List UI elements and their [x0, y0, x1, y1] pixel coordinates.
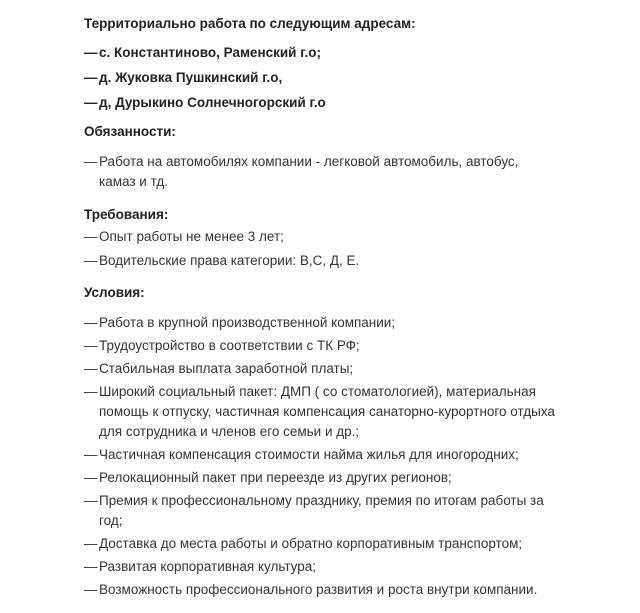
list-item-text: Возможность профессионального развития и роста внутри компании. — [99, 582, 538, 597]
addresses-list — [84, 43, 556, 113]
list-item-text: Премия к профессиональному празднику, премия по итогам работы за год; — [99, 493, 544, 528]
dash-bullet: — — [84, 582, 98, 597]
list-item-text: Работа в крупной производственной компании; — [99, 315, 396, 330]
list-item-text: Работа на автомобилях компании - легковой автомобиль, автобус, камаз и тд. — [99, 154, 519, 189]
list-item — [84, 336, 556, 356]
list-item-text: д, Дурыкино Солнечногорский г.о — [99, 95, 326, 110]
dash-bullet: — — [84, 470, 98, 485]
dash-bullet: — — [84, 45, 98, 60]
list-item — [84, 580, 556, 600]
list-item-text: Релокационный пакет при переезде из других регионов; — [99, 470, 452, 485]
list-item-text: Водительские права категории: В,С, Д, Е. — [99, 253, 360, 268]
dash-bullet: — — [84, 384, 98, 399]
list-item — [84, 382, 556, 442]
list-item-text: Доставка до места работы и обратно корпоративным транспортом; — [99, 536, 523, 551]
dash-bullet: — — [84, 559, 98, 574]
dash-bullet: — — [84, 315, 98, 330]
list-item — [84, 251, 556, 271]
list-item — [84, 534, 556, 554]
list-item-text: Стабильная выплата заработной платы; — [99, 361, 354, 376]
dash-bullet: — — [84, 95, 98, 110]
conditions-list — [84, 313, 556, 600]
dash-bullet: — — [84, 70, 98, 85]
list-item-text: д. Жуковка Пушкинский г.о, — [99, 70, 283, 85]
dash-bullet: — — [84, 361, 98, 376]
duties-heading: Обязанности: — [84, 124, 176, 139]
dash-bullet: — — [84, 338, 98, 353]
requirements-heading: Требования: — [84, 207, 169, 222]
dash-bullet: — — [84, 447, 98, 462]
requirements-list — [84, 227, 556, 271]
list-item-text: Широкий социальный пакет: ДМП ( со стоматологией), материальная помощь к отпуску, частичная компенсация санаторно-курортного отдыха для сотрудника и членов его семьи и др.; — [99, 384, 555, 439]
duties-list — [84, 152, 556, 192]
list-item-text: Опыт работы не менее 3 лет; — [99, 229, 284, 244]
list-item — [84, 43, 556, 63]
list-item-text: Трудоустройство в соответствии с ТК РФ; — [99, 338, 360, 353]
dash-bullet: — — [84, 536, 98, 551]
dash-bullet: — — [84, 229, 98, 244]
list-item-text: с. Константиново, Раменский г.о; — [99, 45, 321, 60]
list-item — [84, 93, 556, 113]
dash-bullet: — — [84, 493, 98, 508]
list-item — [84, 227, 556, 247]
addresses-heading: Территориально работа по следующим адресам: — [84, 16, 416, 31]
list-item — [84, 445, 556, 465]
dash-bullet: — — [84, 154, 98, 169]
list-item — [84, 468, 556, 488]
list-item — [84, 152, 556, 192]
list-item — [84, 557, 556, 577]
conditions-heading: Условия: — [84, 285, 145, 300]
list-item — [84, 491, 556, 531]
list-item — [84, 68, 556, 88]
list-item — [84, 359, 556, 379]
list-item — [84, 313, 556, 333]
dash-bullet: — — [84, 253, 98, 268]
list-item-text: Частичная компенсация стоимости найма жилья для иногородних; — [99, 447, 519, 462]
list-item-text: Развитая корпоративная культура; — [99, 559, 317, 574]
